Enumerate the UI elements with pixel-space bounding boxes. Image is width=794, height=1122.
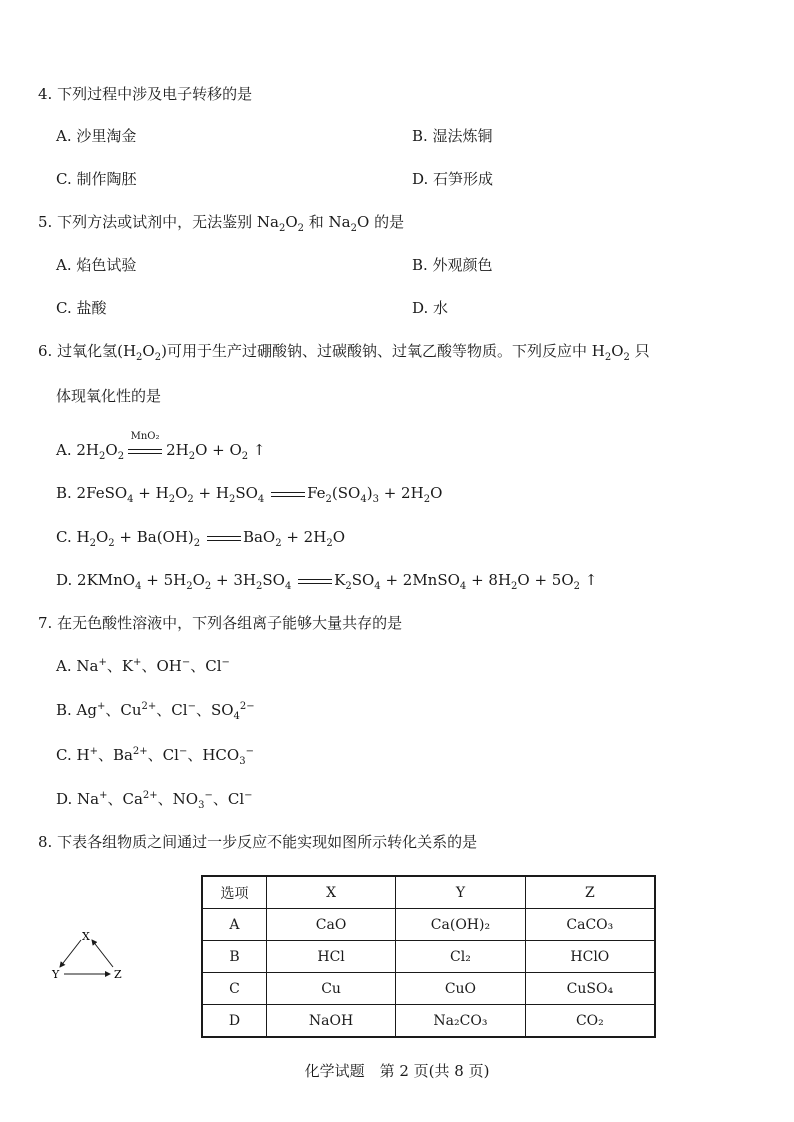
diagram-label-y: Y	[52, 968, 60, 981]
table-row	[202, 1005, 655, 1038]
header-z: Z	[525, 876, 655, 909]
q8-stem: 8. 下表各组物质之间通过一步反应不能实现如图所示转化关系的是	[38, 833, 478, 851]
diagram-label-x: X	[82, 930, 90, 943]
q7-stem: 7. 在无色酸性溶液中，下列各组离子能够大量共存的是	[38, 614, 403, 632]
table-cell: CuSO₄	[525, 973, 655, 1005]
arrow-z-to-x	[92, 940, 113, 967]
table-cell: Cl₂	[396, 941, 526, 973]
q5-stem: 5. 下列方法或试剂中，无法鉴别 $Na_2O_2$ 和 $Na_2O$ 的是	[38, 213, 405, 234]
page-footer: 化学试题 第 2 页(共 8 页)	[304, 1062, 490, 1080]
table-cell: B	[202, 941, 266, 973]
q6-option-c: C. $H_2O_2 + Ba(OH)_2$ $BaO_2 + 2H_2O$	[56, 528, 345, 549]
q5-option-b: B. 外观颜色	[412, 256, 493, 274]
q5-option-a: A. 焰色试验	[56, 256, 137, 274]
table-cell: Ca(OH)₂	[396, 909, 526, 941]
table-cell: Na₂CO₃	[396, 1005, 526, 1038]
q4-option-c: C. 制作陶胚	[56, 170, 137, 188]
table-header-row	[202, 876, 655, 909]
q6-option-d: D. 2KMnO$_4$ + $5H_2O_2 + 3H_2SO_4$ $K_2SO_4$ + 2MnSO$_4$ + $8H_2O + 5O_2$ ↑	[56, 571, 598, 592]
table-cell: CaCO₃	[525, 909, 655, 941]
table-cell: HClO	[525, 941, 655, 973]
q4-option-b: B. 湿法炼铜	[412, 127, 493, 145]
table-cell: CO₂	[525, 1005, 655, 1038]
catalyst-label: MnO₂	[130, 431, 160, 442]
q6-option-a: A. $2H_2O_2$ MnO₂ $2H_2O + O_2$ ↑	[56, 440, 265, 460]
table-cell: C	[202, 973, 266, 1005]
q5-option-d: D. 水	[412, 299, 449, 317]
table-row	[202, 973, 655, 1005]
table-cell: CuO	[396, 973, 526, 1005]
q7-option-a: A. Na+、K+、OH−、Cl−	[56, 657, 230, 675]
q7-option-c: C. H+、$Ba^{2+}$、Cl−、$HCO_3^-$	[56, 746, 254, 767]
q4-option-a: A. 沙里淘金	[56, 127, 137, 145]
options-table	[201, 875, 656, 1038]
table-row	[202, 941, 655, 973]
arrow-x-to-y	[60, 940, 81, 967]
table-cell: NaOH	[266, 1005, 395, 1038]
q7-option-b: B. Ag+、$Cu^{2+}$、Cl−、$SO_4^{2-}$	[56, 701, 255, 722]
q6-stem-line2: 体现氧化性的是	[56, 387, 162, 405]
table-cell: Cu	[266, 973, 395, 1005]
header-option: 选项	[202, 876, 266, 909]
table-cell: A	[202, 909, 266, 941]
diagram-label-z: Z	[114, 968, 122, 981]
table-cell: HCl	[266, 941, 395, 973]
conversion-diagram	[48, 928, 128, 983]
table-cell: D	[202, 1005, 266, 1038]
q5-option-c: C. 盐酸	[56, 299, 107, 317]
table-row	[202, 909, 655, 941]
q6-stem: 6. 过氧化氢$(H_2O_2)$可用于生产过硼酸钠、过碳酸钠、过氧乙酸等物质。下列反应中 $H_2O_2$ 只	[38, 342, 650, 363]
table-cell: CaO	[266, 909, 395, 941]
header-y: Y	[396, 876, 526, 909]
q4-stem: 4. 下列过程中涉及电子转移的是	[38, 85, 253, 103]
q7-option-d: D. Na+、$Ca^{2+}$、$NO_3^-$、Cl−	[56, 790, 253, 811]
q4-option-d: D. 石笋形成	[412, 170, 494, 188]
q6-option-b: B. 2FeSO$_4$ + $H_2O_2 + H_2SO_4$ $Fe_2(SO_4)_3 + 2H_2O$	[56, 484, 443, 505]
header-x: X	[266, 876, 395, 909]
